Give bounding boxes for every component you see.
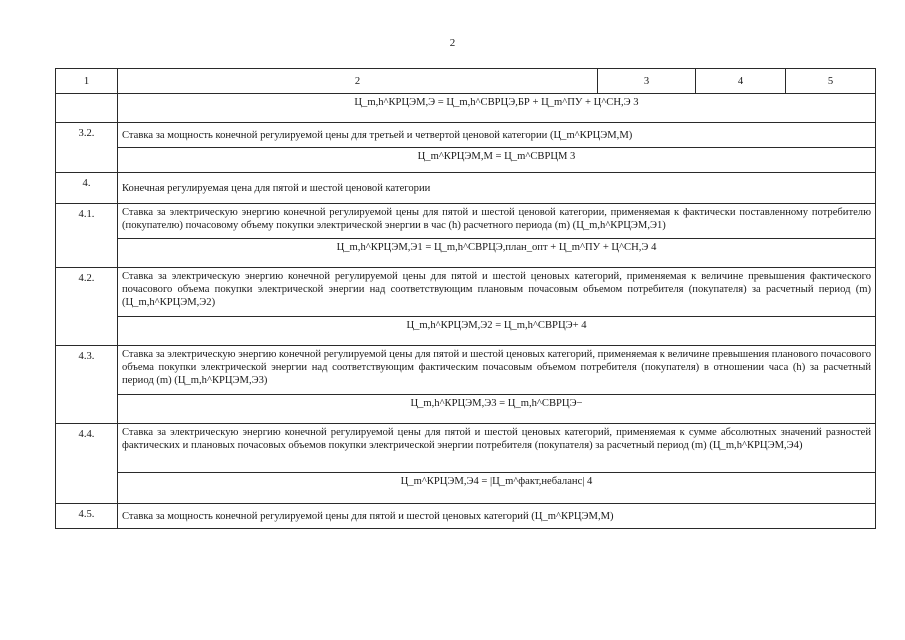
table-row [56, 317, 876, 346]
table-row [56, 173, 876, 204]
table-row [56, 504, 876, 529]
table-row [56, 395, 876, 424]
row-number: 4.2. [56, 268, 118, 346]
row-text: Ставка за электрическую энергию конечной регулируемой цены для пятой и шестой ценовых категорий, применяемая к сумме абсолютных значений разностей фактических и плановых почасовых объемов покупки электрической энергии потребителя (покупателя) за расчетный период (m) (Ц_m,h^КРЦЭМ,Э4) [118, 424, 876, 473]
table-row [56, 268, 876, 317]
formula-cell [118, 473, 876, 504]
formula: Ц_m,h^КРЦЭМ,Э3 = Ц_m,h^СВРЦЭ− [410, 398, 583, 409]
row-text: Ставка за мощность конечной регулируемой цены для пятой и шестой ценовых категорий (Ц_m^КРЦЭМ,М) [118, 504, 876, 529]
row-text: Ставка за электрическую энергию конечной регулируемой цены для пятой и шестой ценовых категорий, применяемая к величине превышения фактического почасового объема покупки электрической энергии над соответствующим плановым почасовым объемом потребителя (покупателя) за расчетный период (m) (Ц_m,h^КРЦЭМ,Э2) [118, 268, 876, 317]
table-row [56, 94, 876, 123]
formula: Ц_m,h^КРЦЭМ,Э2 = Ц_m,h^СВРЦЭ+ 4 [406, 320, 587, 331]
formula: Ц_m^КРЦЭМ,Э4 = |Ц_m^факт,небаланс| 4 [400, 476, 593, 487]
row-number: 4. [56, 173, 118, 204]
header-cell-3: 3 [598, 69, 696, 94]
row-text: Ставка за электрическую энергию конечной регулируемой цены для пятой и шестой ценовой категории, применяемая к фактически поставленному потребителю (покупателю) почасовому объему покупки электрической энергии в час (h) расчетного периода (m) (Ц_m,h^КРЦЭМ,Э1) [118, 204, 876, 239]
formula: Ц_m,h^КРЦЭМ,Э1 = Ц_m,h^СВРЦЭ,план_опт + Ц_m^ПУ + Ц^СН,Э 4 [336, 242, 657, 253]
formula: Ц_m,h^КРЦЭМ,Э = Ц_m,h^СВРЦЭ,БР + Ц_m^ПУ + Ц^СН,Э 3 [354, 97, 639, 108]
row-text: Ставка за мощность конечной регулируемой цены для третьей и четвертой ценовой категории (Ц_m^КРЦЭМ,М) [118, 123, 876, 148]
header-cell-4: 4 [696, 69, 786, 94]
header-cell-5: 5 [786, 69, 876, 94]
row-number: 4.3. [56, 346, 118, 424]
row-number: 3.2. [56, 123, 118, 173]
table-row [56, 204, 876, 239]
row-text: Конечная регулируемая цена для пятой и шестой ценовой категории [118, 173, 876, 204]
table-row [56, 346, 876, 395]
table-row [56, 424, 876, 473]
row-text: Ставка за электрическую энергию конечной регулируемой цены для пятой и шестой ценовых категорий, применяемая к величине превышения планового почасового объема покупки электрической энергии над соответствующим фактическим почасовым объемом потребителя (покупателя) в отношении часа (h) за расчетный период (m) (Ц_m,h^КРЦЭМ,Э3) [118, 346, 876, 395]
formula-cell [118, 148, 876, 173]
header-cell-1: 1 [56, 69, 118, 94]
table-row [56, 123, 876, 148]
table-row [56, 148, 876, 173]
table-row [56, 239, 876, 268]
formula: Ц_m^КРЦЭМ,М = Ц_m^СВРЦМ 3 [417, 151, 576, 162]
formula-cell [118, 317, 876, 346]
formula-cell [118, 395, 876, 424]
row-number: 4.4. [56, 424, 118, 504]
page-number: 2 [449, 37, 456, 49]
row-number: 4.1. [56, 204, 118, 268]
table-header-row [56, 69, 876, 94]
row-number: 4.5. [56, 504, 118, 529]
tariff-table [55, 68, 876, 529]
formula-cell [118, 94, 876, 123]
table-row [56, 473, 876, 504]
formula-cell [118, 239, 876, 268]
header-cell-2: 2 [118, 69, 598, 94]
